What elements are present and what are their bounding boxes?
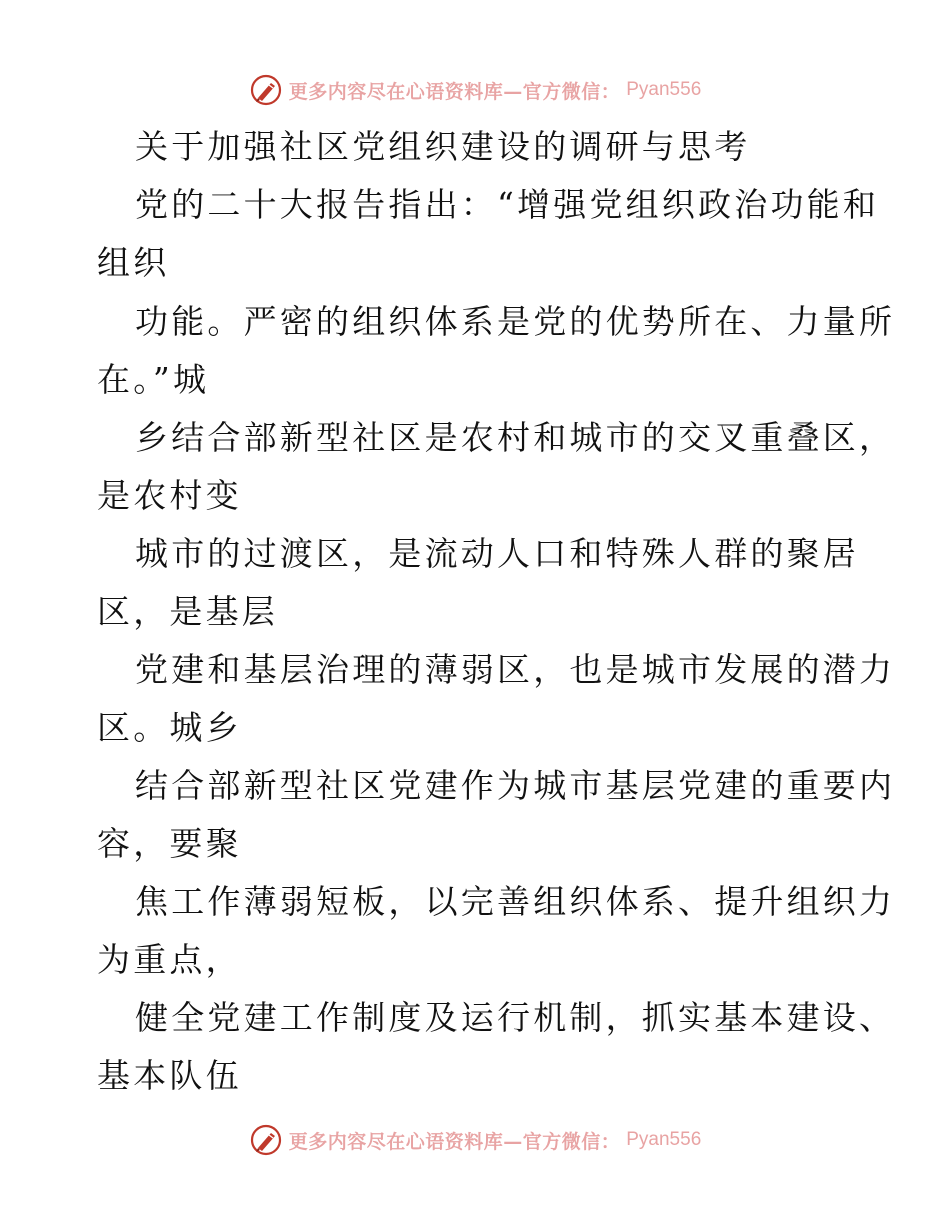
pen-logo-icon [249,1123,283,1157]
text-line: 是农村变 [97,476,242,515]
text-line: 党的二十大报告指出：“增强党组织政治功能和 [135,185,880,224]
watermark-handle: Pyan556 [626,79,702,100]
watermark-handle: Pyan556 [626,1129,702,1150]
text-line: 健全党建工作制度及运行机制，抓实基本建设、 [135,998,896,1037]
text-line: 区。城乡 [97,708,242,747]
text-line: 基本队伍 [97,1056,242,1095]
watermark-text: 更多内容尽在心语资料库—官方微信： [288,1130,621,1153]
text-line: 焦工作薄弱短板，以完善组织体系、提升组织力 [135,882,896,921]
text-line: 组织 [97,243,170,282]
header-watermark [0,70,950,110]
text-line: 在。”城 [97,360,210,399]
text-line: 容，要聚 [97,824,242,863]
footer-watermark [0,1120,950,1160]
text-line: 乡结合部新型社区是农村和城市的交叉重叠区， [135,418,896,457]
text-line: 城市的过渡区，是流动人口和特殊人群的聚居 [135,534,859,573]
watermark-text: 更多内容尽在心语资料库—官方微信： [288,80,621,103]
text-line: 党建和基层治理的薄弱区，也是城市发展的潜力 [135,650,896,689]
text-line: 为重点， [97,940,242,979]
text-line: 区，是基层 [97,592,278,631]
pen-logo-icon [249,73,283,107]
document-title: 关于加强社区党组织建设的调研与思考 [135,127,751,166]
text-line: 功能。严密的组织体系是党的优势所在、力量所 [135,302,896,341]
text-line: 结合部新型社区党建作为城市基层党建的重要内 [135,766,896,805]
